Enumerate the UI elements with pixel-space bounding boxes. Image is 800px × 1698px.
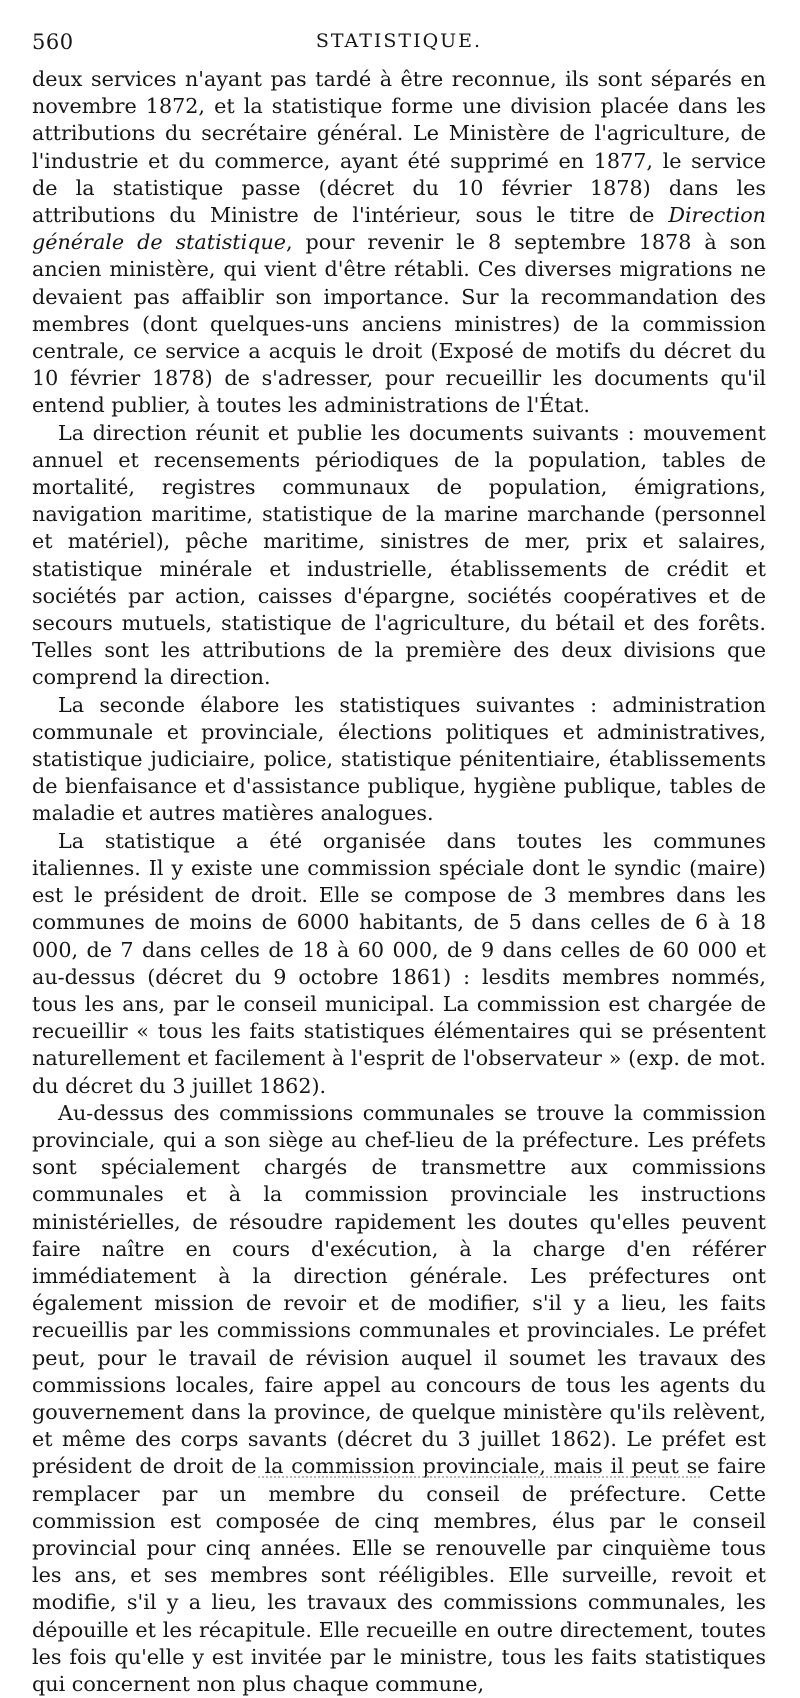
paragraph — [32, 692, 766, 828]
text-run: La seconde élabore les statistiques suivantes : administration communale et provinciale, élections politiques et administratives, statistique judiciaire, police, statistique pénitentiaire, établissements de bienfaisance et d'assistance publique, hygiène publique, tables de maladie et autres matières analogues. — [32, 692, 766, 826]
paragraph — [32, 420, 766, 692]
bottom-scan-marks — [258, 1466, 700, 1478]
paragraph — [32, 1100, 766, 1698]
text-run: La direction réunit et publie les documents suivants : mouvement annuel et recensements périodiques de la population, tables de mortalité, registres communaux de population, émigrations, navigation maritime, statistique de la marine marchande (personnel et matériel), pêche maritime, sinistres de mer, prix et salaires, statistique minérale et industrielle, établissements de crédit et sociétés par action, caisses d'épargne, sociétés coopératives et de secours mutuels, statistique de l'agriculture, du bétail et des forêts. Telles sont les attributions de la première des deux divisions que comprend la direction. — [32, 420, 766, 690]
page-header — [32, 30, 766, 58]
text-run: , pour revenir le 8 septembre 1878 à son ancien ministère, qui vient d'être rétabli. Ces diverses migrations ne devaient pas affaiblir son importance. Sur la recommandation des membres (dont quelques-uns anciens ministres) de la commission centrale, ce service a acquis le droit (Exposé de motifs du décret du 10 février 1878) de s'adresser, pour recueillir les documents qu'il entend publier, à toutes les administrations de l'État. — [32, 230, 766, 418]
text-run: Au-dessus des commissions communales se trouve la commission provinciale, qui a son siège au chef-lieu de la préfecture. Les préfets sont spécialement chargés de transmettre aux commissions communales et à la commission provinciale les instructions ministérielles, de résoudre rapidement les doutes qu'elles peuvent faire naître en cours d'exécution, à la charge d'en référer immédiatement à la direction générale. Les préfectures ont également mission de revoir et de modifier, s'il y a lieu, les faits recueillis par les commissions communales et provinciales. Le préfet peut, pour le travail de révision auquel il soumet les travaux des commissions locales, faire appel au concours de tous les agents du gouvernement dans la province, de quelque ministère qu'ils relèvent, et même des corps savants (décret du 3 juillet 1862). Le préfet est président de droit de la commission provinciale, mais il peut se faire remplacer par un membre du conseil de préfecture. Cette commission est composée de cinq membres, élus par le conseil provincial pour cinq années. Elle se renouvelle par cinquième tous les ans, et ses membres sont rééligibles. Elle surveille, revoit et modifie, s'il y a lieu, les travaux des commissions communales, les dépouille et les récapitule. Elle recueille en outre directement, toutes les fois qu'elle y est invitée par le ministre, tous les faits statistiques qui concernent non plus chaque commune, — [32, 1100, 766, 1696]
italic-phrase: Direction générale de statistique — [32, 203, 766, 255]
body-text — [32, 66, 766, 1698]
text-run: La statistique a été organisée dans toutes les communes italiennes. Il y existe une commission spéciale dont le syndic (maire) est le président de droit. Elle se compose de 3 membres dans les communes de moins de 6000 habitants, de 5 dans celles de 6 à 18 000, de 7 dans celles de 18 à 60 000, de 9 dans celles de 60 000 et au-dessus (décret du 9 octobre 1861) : lesdits membres nommés, tous les ans, par le conseil municipal. La commission est chargée de recueillir « tous les faits statistiques élémentaires qui se présentent naturellement et facilement à l'esprit de l'observateur » (exp. de mot. du décret du 3 juillet 1862). — [32, 828, 766, 1098]
paragraph — [32, 66, 766, 420]
page-number: 560 — [32, 30, 74, 54]
running-title: STATISTIQUE. — [315, 30, 483, 52]
paragraph — [32, 828, 766, 1100]
text-run: deux services n'ayant pas tardé à être reconnue, ils sont séparés en novembre 1872, et la statistique forme une division placée dans les attributions du secrétaire général. Le Ministère de l'agriculture, de l'industrie et du commerce, ayant été supprimé en 1877, le service de la statistique passe (décret du 10 février 1878) dans les attributions du Ministre de l'intérieur, sous le titre de — [32, 67, 766, 228]
